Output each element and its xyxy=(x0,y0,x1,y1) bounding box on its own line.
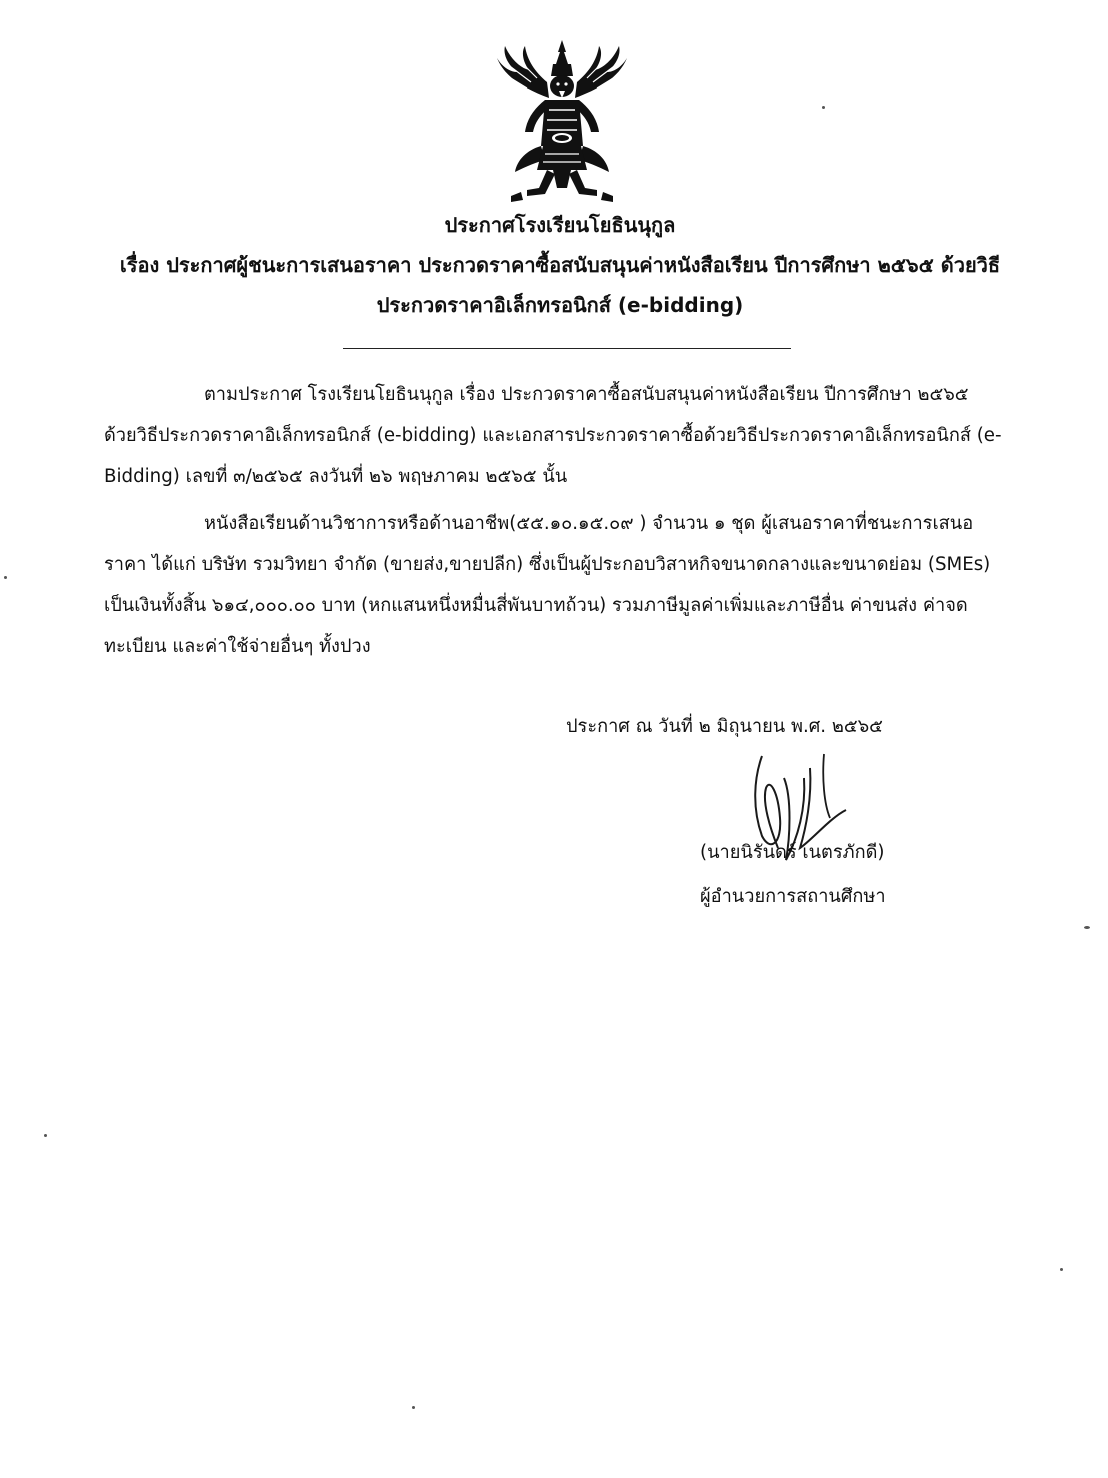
paragraph-line: ตามประกาศ โรงเรียนโยธินนุกูล เรื่อง ประกวดราคาซื้อสนับสนุนค่าหนังสือเรียน ปีการศึกษา ๒๕๖๕ xyxy=(204,384,969,405)
announcement-body xyxy=(104,374,1039,673)
scan-speck xyxy=(1084,926,1090,929)
announcement-title-block xyxy=(90,205,1030,325)
signer-name: (นายนิรันดร์ เนตรภักดี) xyxy=(700,842,885,863)
subject-line-2: ประกวดราคาอิเล็กทรอนิกส์ (e-bidding) xyxy=(376,293,744,317)
paragraph-winner xyxy=(104,503,1039,667)
title-divider xyxy=(343,348,791,349)
announcement-date: ประกาศ ณ วันที่ ๒ มิถุนายน พ.ศ. ๒๕๖๕ xyxy=(566,716,883,737)
scan-speck xyxy=(822,106,825,109)
paragraph-line: Bidding) เลขที่ ๓/๒๕๖๕ ลงวันที่ ๒๖ พฤษภาคม ๒๕๖๕ นั้น xyxy=(104,466,568,487)
subject-line-1: เรื่อง ประกาศผู้ชนะการเสนอราคา ประกวดราคาซื้อสนับสนุนค่าหนังสือเรียน ปีการศึกษา ๒๕๖๕ ด้วยวิธี xyxy=(119,253,1001,277)
paragraph-reference xyxy=(104,374,1039,497)
issuer-title: ประกาศโรงเรียนโยธินนุกูล xyxy=(444,213,676,237)
signer-position: ผู้อำนวยการสถานศึกษา xyxy=(700,886,886,907)
scan-speck xyxy=(44,1134,47,1137)
paragraph-line: ราคา ได้แก่ บริษัท รวมวิทยา จำกัด (ขายส่ง,ขายปลีก) ซึ่งเป็นผู้ประกอบวิสาหกิจขนาดกลางและขนาดย่อม (SMEs) xyxy=(104,554,991,575)
scan-speck xyxy=(412,1406,415,1409)
paragraph-line: เป็นเงินทั้งสิ้น ๖๑๔,๐๐๐.๐๐ บาท (หกแสนหนึ่งหมื่นสี่พันบาทถ้วน) รวมภาษีมูลค่าเพิ่มและภาษีอื่น ค่าขนส่ง ค่าจด xyxy=(104,595,968,616)
paragraph-line: หนังสือเรียนด้านวิชาการหรือด้านอาชีพ(๕๕.๑๐.๑๕.๐๙ ) จำนวน ๑ ชุด ผู้เสนอราคาที่ชนะการเสนอ xyxy=(204,513,974,534)
paragraph-line: ทะเบียน และค่าใช้จ่ายอื่นๆ ทั้งปวง xyxy=(104,636,371,657)
paragraph-line: ด้วยวิธีประกวดราคาอิเล็กทรอนิกส์ (e-bidding) และเอกสารประกวดราคาซื้อด้วยวิธีประกวดราคาอิเล็กทรอนิกส์ (e- xyxy=(104,425,1002,446)
scan-speck xyxy=(4,576,7,579)
garuda-emblem-icon xyxy=(487,38,637,208)
scan-speck xyxy=(1060,1268,1063,1271)
